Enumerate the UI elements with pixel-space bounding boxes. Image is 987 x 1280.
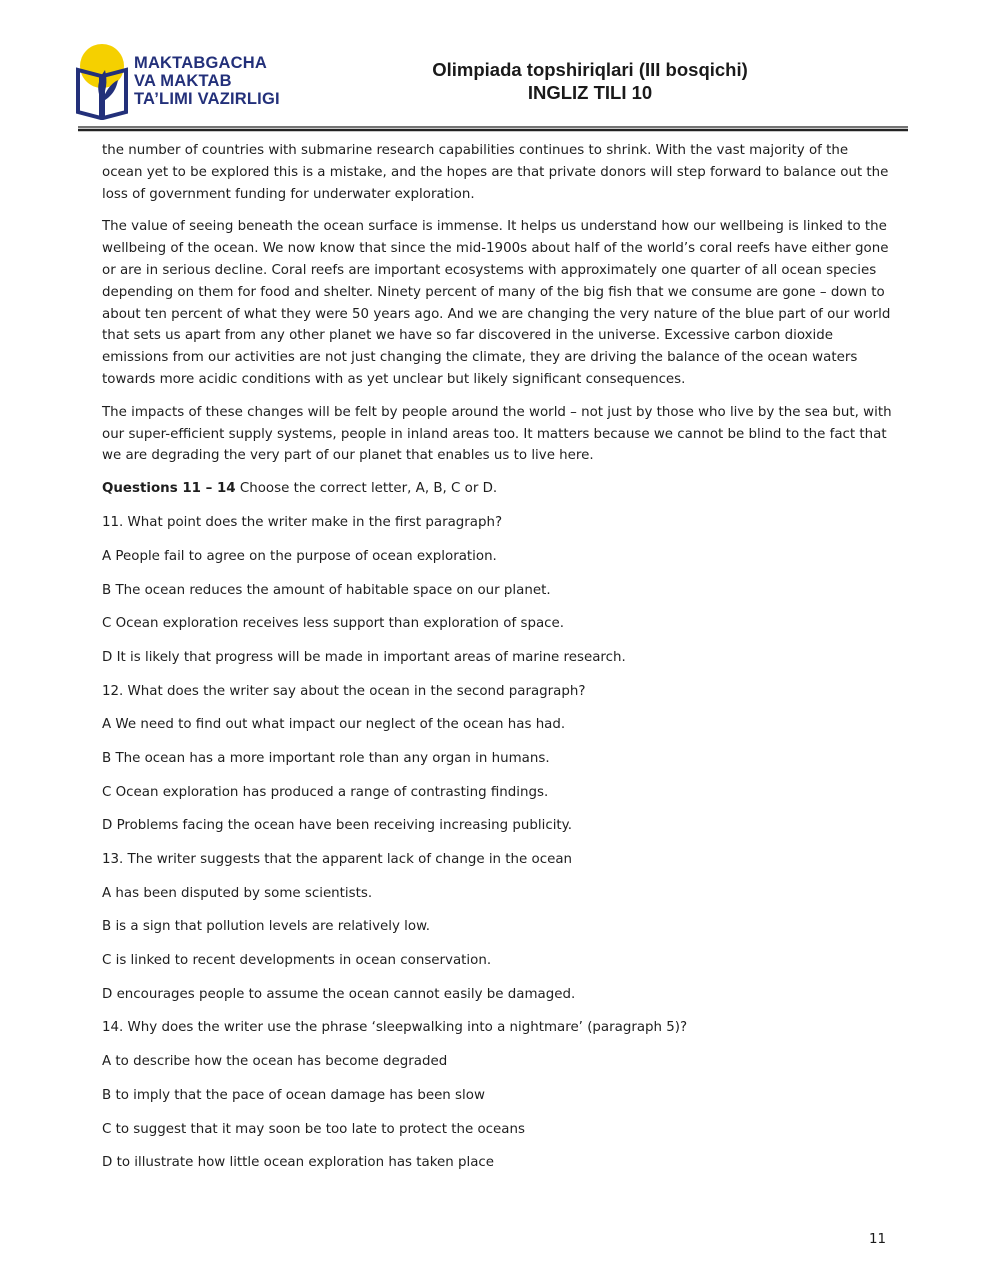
question-stem: 14. Why does the writer use the phrase ‘sleepwalking into a nightmare’ (paragraph 5)? <box>102 1020 688 1036</box>
book-sun-icon <box>72 40 132 120</box>
answer-option: D Problems facing the ocean have been receiving increasing publicity. <box>102 818 572 834</box>
title-line-1: Olimpiada topshiriqlari (III bosqichi) <box>432 59 748 80</box>
questions-range: Questions 11 – 14 <box>102 481 236 497</box>
question-stem: 13. The writer suggests that the apparent lack of change in the ocean <box>102 852 573 868</box>
question-12 <box>102 681 892 849</box>
answer-option: A has been disputed by some scientists. <box>102 885 373 901</box>
logo-line-3: TA’LIMI VAZIRLIGI <box>134 90 280 108</box>
logo-line-2: VA MAKTAB <box>134 72 232 90</box>
question-11 <box>102 512 892 680</box>
paragraph-3: The impacts of these changes will be felt by people around the world – not just by those who live by the sea but, with our super-efficient supply systems, people in inland areas too. It matters because we cannot be blind to the fact that we are degrading the very part of our planet that enables us to live here. <box>102 404 892 464</box>
question-stem: 12. What does the writer say about the ocean in the second paragraph? <box>102 683 586 699</box>
paragraph-2: The value of seeing beneath the ocean surface is immense. It helps us understand how our wellbeing is linked to the wellbeing of the ocean. We now know that since the mid-1900s about half of the world’s coral reefs have either gone or are in serious decline. Coral reefs are important ecosystems with approximately one quarter of all ocean species depending on them for food and shelter. Ninety percent of many of the big fish that we consume are gone – down to about ten percent of what they were 50 years ago. And we are changing the very nature of the blue part of our world that sets us apart from any other planet we have so far discovered in the universe. Excessive carbon dioxide emissions from our activities are not just changing the climate, they are driving the balance of the ocean waters towards more acidic conditions with as yet unclear but likely significant consequences. <box>102 219 891 387</box>
answer-option: A People fail to agree on the purpose of ocean exploration. <box>102 548 497 564</box>
page-number: 11 <box>868 1232 886 1247</box>
answer-option: C to suggest that it may soon be too late to protect the oceans <box>102 1121 525 1137</box>
question-14 <box>102 1017 892 1185</box>
header-divider <box>78 125 908 133</box>
page-header <box>0 0 987 140</box>
question-stem: 11. What point does the writer make in the first paragraph? <box>102 515 503 531</box>
answer-option: C Ocean exploration has produced a range of contrasting findings. <box>102 784 549 800</box>
logo-line-1: MAKTABGACHA <box>134 54 267 72</box>
answer-option: C is linked to recent developments in ocean conservation. <box>102 953 492 969</box>
answer-option: A to describe how the ocean has become degraded <box>102 1054 448 1070</box>
answer-option: D It is likely that progress will be made in important areas of marine research. <box>102 649 626 665</box>
page-content <box>102 140 892 1186</box>
questions-instruction: Choose the correct letter, A, B, C or D. <box>235 481 498 497</box>
questions-heading <box>102 478 892 500</box>
answer-option: A We need to find out what impact our neglect of the ocean has had. <box>102 717 566 733</box>
title-line-2: INGLIZ TILI 10 <box>527 82 653 103</box>
answer-option: B to imply that the pace of ocean damage has been slow <box>102 1087 485 1103</box>
answer-option: D encourages people to assume the ocean cannot easily be damaged. <box>102 986 576 1002</box>
question-13 <box>102 849 892 1017</box>
answer-option: C Ocean exploration receives less support than exploration of space. <box>102 616 565 632</box>
answer-option: D to illustrate how little ocean exploration has taken place <box>102 1155 495 1171</box>
document-title <box>380 58 800 104</box>
ministry-logo <box>72 40 302 120</box>
paragraph-1: the number of countries with submarine research capabilities continues to shrink. With the vast majority of the ocean yet to be explored this is a mistake, and the hopes are that private donors will step forward to balance out the loss of government funding for underwater exploration. <box>102 143 889 202</box>
answer-option: B The ocean has a more important role than any organ in humans. <box>102 750 550 766</box>
answer-option: B The ocean reduces the amount of habitable space on our planet. <box>102 582 551 598</box>
answer-option: B is a sign that pollution levels are relatively low. <box>102 919 431 935</box>
